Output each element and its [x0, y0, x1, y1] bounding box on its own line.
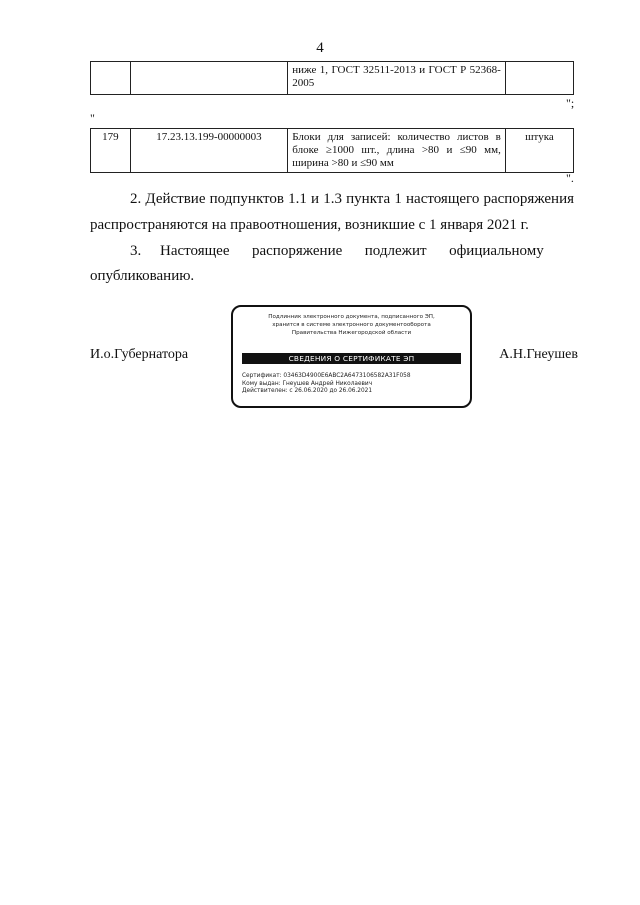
table-cell-description: Блоки для записей: количество листов в блоке ≥1000 шт., длина >80 и ≤90 мм, ширина >80 и ≤90 мм — [288, 129, 506, 173]
stamp-header-line: Подлинник электронного документа, подписанного ЭП, — [268, 314, 435, 320]
signatory-name: А.Н.Гнеушев — [499, 347, 578, 362]
table-cell-number — [91, 62, 131, 95]
table-row — [91, 129, 574, 173]
table-continuation-top — [90, 61, 574, 95]
table-cell-unit — [505, 62, 573, 95]
closing-quote: ". — [566, 171, 574, 185]
stamp-certificate: Сертификат: 03463D4900E6ABC2A6473106582A31F058 — [242, 373, 411, 379]
paragraph-3-line-2: опубликованию. — [90, 268, 195, 284]
stamp-details — [242, 373, 464, 396]
closing-quote: "; — [566, 96, 575, 110]
table-cell-code: 17.23.13.199-00000003 — [130, 129, 288, 173]
table-cell-unit: штука — [505, 129, 573, 173]
stamp-title: СВЕДЕНИЯ О СЕРТИФИКАТЕ ЭП — [242, 353, 461, 364]
page-number: 4 — [316, 40, 324, 56]
signatory-position: И.о.Губернатора — [90, 347, 189, 362]
table-cell-code — [130, 62, 288, 95]
stamp-validity: Действителен: с 26.06.2020 до 26.06.2021 — [242, 388, 373, 394]
stamp-header-line: Правительства Нижегородской области — [291, 330, 412, 336]
opening-quote: " — [90, 111, 95, 125]
table-cell-description: ниже 1, ГОСТ 32511-2013 и ГОСТ Р 52368-2005 — [288, 62, 506, 95]
stamp-issued-to: Кому выдан: Гнеушев Андрей Николаевич — [242, 380, 373, 387]
paragraph-3-line-1: 3. Настоящее распоряжение подлежит официальному — [130, 243, 544, 259]
table-cell-number: 179 — [91, 129, 131, 173]
table-row — [91, 62, 574, 95]
electronic-signature-stamp — [231, 305, 472, 408]
paragraph-2-line-1: 2. Действие подпунктов 1.1 и 1.3 пункта 1 настоящего распоряжения — [130, 191, 574, 207]
stamp-header-line: хранится в системе электронного документооборота — [272, 322, 431, 328]
table-new-row — [90, 128, 574, 173]
stamp-header — [239, 313, 464, 337]
paragraph-2-line-2: распространяются на правоотношения, возникшие с 1 января 2021 г. — [90, 217, 529, 233]
